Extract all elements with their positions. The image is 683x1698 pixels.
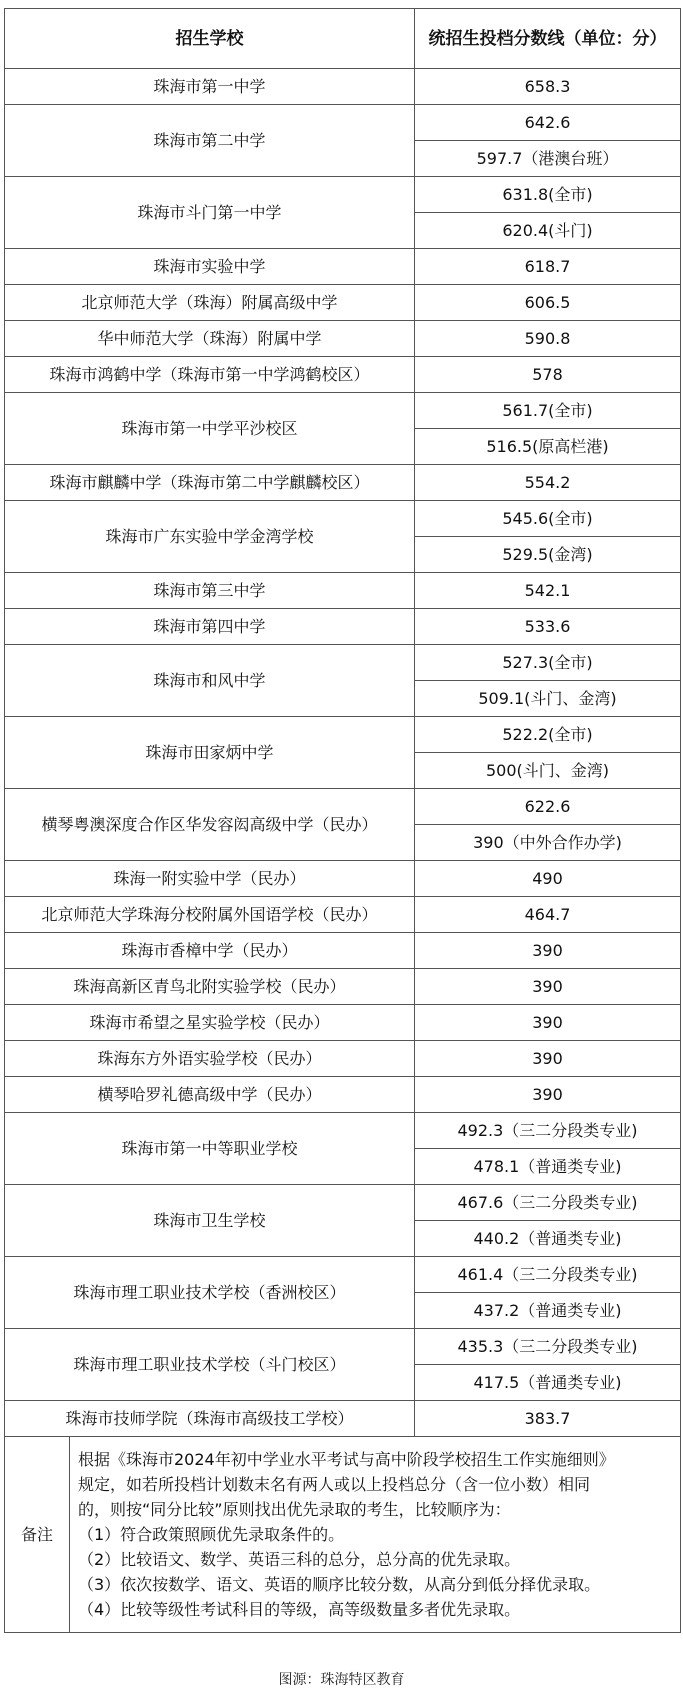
school-name-cell: 珠海市鸿鹤中学（珠海市第一中学鸿鹤校区）	[5, 357, 415, 393]
school-name-cell: 横琴粤澳深度合作区华发容闳高级中学（民办）	[5, 789, 415, 861]
table-row	[5, 69, 681, 105]
score-cell: 620.4(斗门)	[415, 213, 681, 249]
note-line: 的，则按“同分比较”原则找出优先录取的考生，比较顺序为：	[78, 1500, 511, 1519]
score-cell: 516.5(原高栏港)	[415, 429, 681, 465]
table-row	[5, 1185, 681, 1221]
table-row	[5, 933, 681, 969]
score-cell: 509.1(斗门、金湾)	[415, 681, 681, 717]
table-row	[5, 249, 681, 285]
table-row	[5, 861, 681, 897]
school-name-cell: 北京师范大学珠海分校附属外国语学校（民办）	[5, 897, 415, 933]
table-row	[5, 357, 681, 393]
score-cell: 597.7（港澳台班）	[415, 141, 681, 177]
score-cell: 490	[415, 861, 681, 897]
school-name-cell: 珠海市斗门第一中学	[5, 177, 415, 249]
table-row	[5, 1329, 681, 1365]
score-cell: 642.6	[415, 105, 681, 141]
score-cell: 578	[415, 357, 681, 393]
score-cell: 390	[415, 969, 681, 1005]
score-cell: 618.7	[415, 249, 681, 285]
score-cell: 500(斗门、金湾)	[415, 753, 681, 789]
school-name-cell: 珠海市广东实验中学金湾学校	[5, 501, 415, 573]
note-line: （2）比较语文、数学、英语三科的总分，总分高的优先录取。	[78, 1550, 521, 1569]
note-line: （3）依次按数学、语文、英语的顺序比较分数，从高分到低分择优录取。	[78, 1575, 601, 1594]
score-cell: 590.8	[415, 321, 681, 357]
school-name-cell: 珠海市实验中学	[5, 249, 415, 285]
table-row	[5, 789, 681, 825]
score-cell: 533.6	[415, 609, 681, 645]
score-column-header: 统招生投档分数线（单位：分）	[415, 9, 681, 69]
note-line: （4）比较等级性考试科目的等级，高等级数量多者优先录取。	[78, 1600, 521, 1619]
table-row	[5, 321, 681, 357]
score-cell: 529.5(金湾)	[415, 537, 681, 573]
score-cell: 461.4（三二分段类专业)	[415, 1257, 681, 1293]
school-name-cell: 珠海市第一中学平沙校区	[5, 393, 415, 465]
school-name-cell: 珠海市田家炳中学	[5, 717, 415, 789]
school-name-cell: 珠海市香樟中学（民办）	[5, 933, 415, 969]
score-cell: 437.2（普通类专业)	[415, 1293, 681, 1329]
table-row	[5, 501, 681, 537]
score-cell: 561.7(全市)	[415, 393, 681, 429]
table-row	[5, 1005, 681, 1041]
school-column-header: 招生学校	[5, 9, 415, 69]
score-cell: 390	[415, 1005, 681, 1041]
score-cell: 492.3（三二分段类专业)	[415, 1113, 681, 1149]
table-row	[5, 393, 681, 429]
table-row	[5, 1077, 681, 1113]
table-row	[5, 969, 681, 1005]
image-source-caption: 图源：珠海特区教育	[278, 1672, 405, 1688]
note-line: （1）符合政策照顾优先录取条件的。	[78, 1525, 345, 1544]
score-cell: 390	[415, 1077, 681, 1113]
note-row	[5, 1437, 681, 1633]
school-name-cell: 珠海市和风中学	[5, 645, 415, 717]
score-cell: 631.8(全市)	[415, 177, 681, 213]
score-cell: 390（中外合作办学)	[415, 825, 681, 861]
score-cell: 478.1（普通类专业)	[415, 1149, 681, 1185]
note-label: 备注	[5, 1437, 70, 1632]
school-name-cell: 珠海市麒麟中学（珠海市第二中学麒麟校区）	[5, 465, 415, 501]
school-name-cell: 北京师范大学（珠海）附属高级中学	[5, 285, 415, 321]
score-cell: 542.1	[415, 573, 681, 609]
table-row	[5, 465, 681, 501]
score-cell: 383.7	[415, 1401, 681, 1437]
school-name-cell: 珠海市第二中学	[5, 105, 415, 177]
school-name-cell: 珠海市第四中学	[5, 609, 415, 645]
table-row	[5, 285, 681, 321]
table-row	[5, 609, 681, 645]
school-name-cell: 珠海高新区青鸟北附实验学校（民办）	[5, 969, 415, 1005]
school-name-cell: 珠海市希望之星实验学校（民办）	[5, 1005, 415, 1041]
school-name-cell: 珠海市理工职业技术学校（斗门校区）	[5, 1329, 415, 1401]
table-row	[5, 177, 681, 213]
note-line: 根据《珠海市2024年初中学业水平考试与高中阶段学校招生工作实施细则》	[78, 1450, 615, 1469]
school-name-cell: 珠海市第三中学	[5, 573, 415, 609]
table-row	[5, 105, 681, 141]
school-name-cell: 华中师范大学（珠海）附属中学	[5, 321, 415, 357]
table-row	[5, 573, 681, 609]
admission-score-table	[4, 8, 681, 1633]
school-name-cell: 珠海市第一中学	[5, 69, 415, 105]
table-body	[5, 69, 681, 1437]
score-cell: 417.5（普通类专业)	[415, 1365, 681, 1401]
note-line: 规定，如若所投档计划数末名有两人或以上投档总分（含一位小数）相同	[78, 1475, 591, 1494]
school-name-cell: 珠海一附实验中学（民办）	[5, 861, 415, 897]
school-name-cell: 珠海市技师学院（珠海市高级技工学校）	[5, 1401, 415, 1437]
score-cell: 522.2(全市)	[415, 717, 681, 753]
school-name-cell: 横琴哈罗礼德高级中学（民办）	[5, 1077, 415, 1113]
score-cell: 545.6(全市)	[415, 501, 681, 537]
score-cell: 606.5	[415, 285, 681, 321]
score-cell: 467.6（三二分段类专业)	[415, 1185, 681, 1221]
score-cell: 440.2（普通类专业)	[415, 1221, 681, 1257]
score-cell: 622.6	[415, 789, 681, 825]
table-header-row	[5, 9, 681, 69]
table-row	[5, 1257, 681, 1293]
score-cell: 390	[415, 1041, 681, 1077]
table-row	[5, 1041, 681, 1077]
note-body	[70, 1437, 680, 1632]
table-row	[5, 717, 681, 753]
note-cell	[5, 1437, 681, 1633]
score-cell: 435.3（三二分段类专业)	[415, 1329, 681, 1365]
table-row	[5, 1401, 681, 1437]
school-name-cell: 珠海市卫生学校	[5, 1185, 415, 1257]
score-cell: 658.3	[415, 69, 681, 105]
score-cell: 554.2	[415, 465, 681, 501]
score-cell: 527.3(全市)	[415, 645, 681, 681]
table-row	[5, 1113, 681, 1149]
score-cell: 464.7	[415, 897, 681, 933]
table-row	[5, 645, 681, 681]
table-row	[5, 897, 681, 933]
school-name-cell: 珠海市第一中等职业学校	[5, 1113, 415, 1185]
school-name-cell: 珠海市理工职业技术学校（香洲校区）	[5, 1257, 415, 1329]
score-cell: 390	[415, 933, 681, 969]
school-name-cell: 珠海东方外语实验学校（民办）	[5, 1041, 415, 1077]
